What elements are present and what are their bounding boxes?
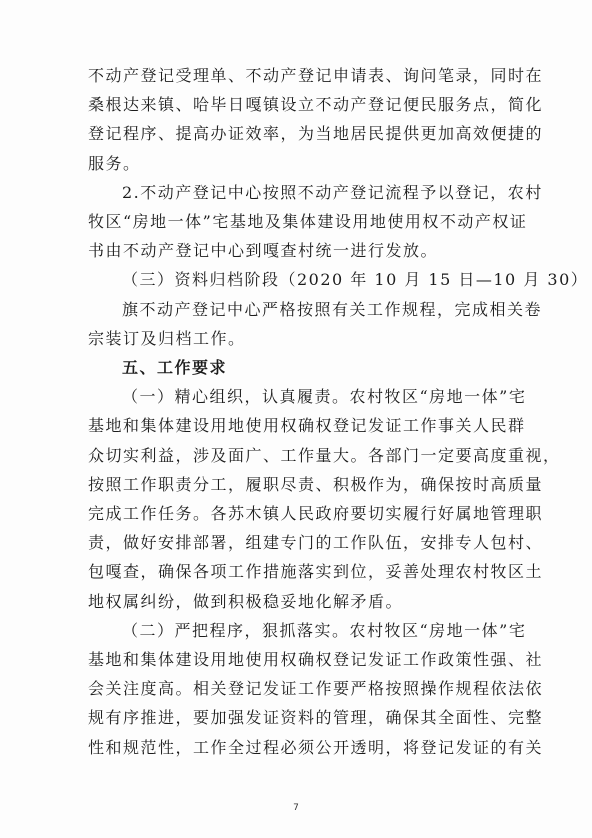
section-heading: 五、工作要求 <box>122 358 228 377</box>
body-text-line: 不动产登记受理单、不动产登记申请表、询问笔录，同时在 <box>88 66 544 85</box>
body-text-line: 按照工作职责分工，履职尽责、积极作为，确保按时高质量 <box>88 474 544 494</box>
body-text-line: 基地和集体建设用地使用权确权登记发证工作事关人民群 <box>88 416 526 436</box>
body-text-line: 责，做好安排部署，组建专门的工作队伍，安排专人包村、 <box>88 533 544 553</box>
body-text-line: 登记程序、提高办证效率，为当地居民提供更加高效便捷的 <box>88 124 544 144</box>
page-number: 7 <box>293 803 299 813</box>
body-text-line: 完成工作任务。各苏木镇人民政府要切实履行好属地管理职 <box>88 504 544 523</box>
body-text-line: 旗不动产登记中心严格按照有关工作规程，完成相关卷 <box>122 299 543 319</box>
body-text-line: （一）精心组织，认真履责。农村牧区“房地一体”宅 <box>122 387 527 407</box>
body-text-line: 基地和集体建设用地使用权确权登记发证工作政策性强、社 <box>88 650 544 669</box>
body-text-line: 2.不动产登记中心按照不动产登记流程予以登记，农村 <box>122 182 543 202</box>
body-text-line: 性和规范性，工作全过程必须公开透明，将登记发证的有关 <box>88 737 544 757</box>
body-text-line: 桑根达来镇、哈毕日嘎镇设立不动产登记便民服务点，简化 <box>88 95 544 115</box>
subsection-heading: （三）资料归档阶段（2020 年 10 月 15 日—10 月 30） <box>122 270 589 290</box>
body-text-line: 会关注度高。相关登记发证工作要严格按照操作规程依法依 <box>88 679 544 699</box>
body-text-line: 规有序推进，要加强发证资料的管理，确保其全面性、完整 <box>88 708 544 728</box>
body-text-line: 地权属纠纷，做到积极稳妥地化解矛盾。 <box>88 591 404 611</box>
body-text-line: 包嘎查，确保各项工作措施落实到位，妥善处理农村牧区土 <box>88 562 544 582</box>
body-text-line: 服务。 <box>88 153 141 173</box>
body-text-line: 众切实利益，涉及面广、工作量大。各部门一定要高度重视， <box>88 445 561 465</box>
body-text-line: 牧区“房地一体”宅基地及集体建设用地使用权不动产权证 <box>88 212 528 231</box>
body-text-line: 书由不动产登记中心到嘎查村统一进行发放。 <box>88 241 439 261</box>
body-text-line: （二）严把程序，狠抓落实。农村牧区“房地一体”宅 <box>122 620 527 640</box>
body-text-line: 宗装订及归档工作。 <box>88 328 246 348</box>
